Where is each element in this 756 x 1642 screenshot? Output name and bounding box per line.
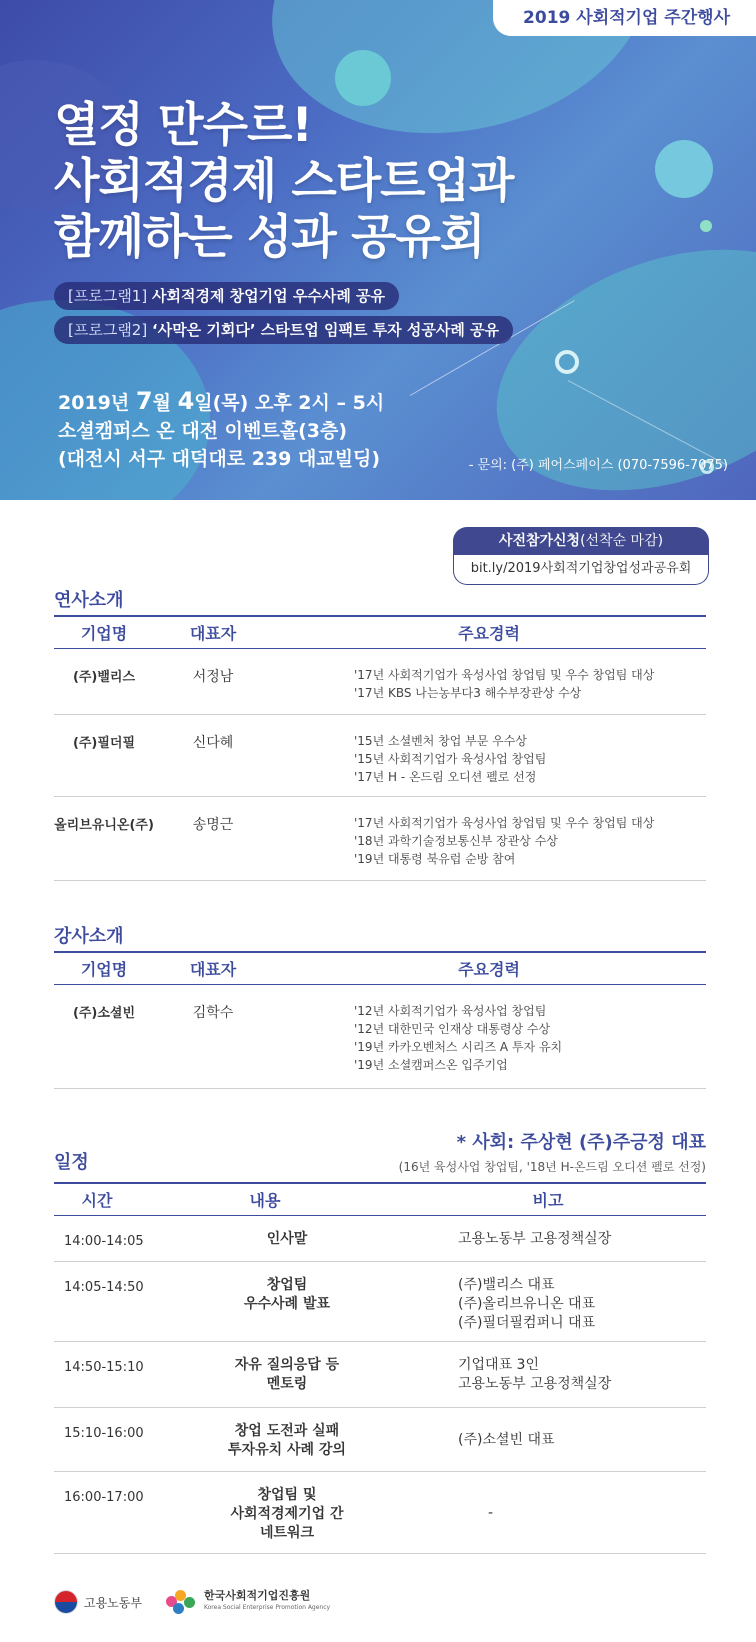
program-key: [프로그램1]: [68, 287, 148, 305]
host-note: [399, 1128, 706, 1175]
decor-circle: [655, 140, 713, 198]
decor-dot: [700, 220, 712, 232]
registration-label-bold: 사전참가신청: [498, 533, 581, 549]
schedule-content: [184, 1408, 390, 1471]
event-venue: 소셜캠퍼스 온 대전 이벤트홀(3층): [58, 420, 348, 442]
career-item: '17년 사회적기업가 육성사업 창업팀 및 우수 창업팀 대상: [354, 668, 655, 682]
career-item: '12년 대한민국 인재상 대통령상 수상: [354, 1022, 551, 1036]
table-row: [54, 1342, 706, 1408]
header-company: 기업명: [80, 624, 128, 643]
contact-info: - 문의: (주) 페어스페이스 (070-7596-7075): [468, 458, 728, 473]
date-year: 2019년: [58, 392, 130, 414]
hero-banner: [0, 0, 756, 500]
program-value: 사회적경제 창업기업 우수사례 공유: [152, 287, 386, 305]
event-date: [58, 387, 384, 417]
table-row: [54, 1472, 706, 1554]
career-item: '15년 사회적기업가 육성사업 창업팀: [354, 752, 547, 766]
schedule-note: [390, 1216, 706, 1261]
schedule-time: 14:05-14:50: [64, 1280, 144, 1295]
schedule-time: 15:10-16:00: [64, 1426, 144, 1441]
ceo-name: 신다혜: [192, 735, 234, 751]
career-item: '19년 카카오벤처스 시리즈 A 투자 유치: [354, 1040, 563, 1054]
career-item: '15년 소셜벤처 창업 부문 우수상: [354, 734, 527, 748]
note-line: (주)소셜빈 대표: [458, 1432, 555, 1448]
career-item: '17년 H - 온드림 오디션 펠로 선정: [354, 770, 537, 784]
date-day: 4: [177, 387, 195, 415]
schedule-section-title: 일정: [54, 1152, 89, 1173]
title-line: 함께하는 성과 공유회: [54, 210, 485, 265]
decor-ring: [555, 350, 579, 374]
ceo-name: 김학수: [192, 1005, 234, 1021]
ksepa-name-en: Korea Social Enterprise Promotion Agency: [204, 1604, 331, 1611]
content-line: 투자유치 사례 강의: [228, 1442, 346, 1458]
ceo-name: 서정남: [192, 669, 234, 685]
table-row: [54, 985, 706, 1089]
ceo-name: 송명근: [192, 817, 234, 833]
speakers-table: [54, 615, 706, 881]
table-row: [54, 1262, 706, 1342]
career-list: [272, 985, 706, 1088]
title-line: 사회적경제 스타트업과: [54, 154, 514, 209]
program-badge-1: [54, 282, 399, 310]
content-line: 자유 질의응답 등: [234, 1357, 340, 1373]
note-line: (주)필더필컴퍼니 대표: [458, 1315, 596, 1331]
hero-title: [54, 98, 513, 266]
program-key: [프로그램2]: [68, 321, 148, 339]
note-line: (주)밸리스 대표: [458, 1277, 555, 1293]
career-item: '17년 사회적기업가 육성사업 창업팀 및 우수 창업팀 대상: [354, 816, 655, 830]
table-header: [54, 951, 706, 985]
date-weekday: (목): [212, 392, 249, 414]
header-note: 비고: [532, 1191, 564, 1210]
event-info: [58, 387, 384, 473]
event-tag: 2019 사회적기업 주간행사: [493, 0, 756, 36]
content-line: 창업 도전과 실패: [234, 1423, 340, 1439]
note-line: (주)올리브유니온 대표: [458, 1296, 596, 1312]
table-row: [54, 797, 706, 881]
schedule-content: [184, 1472, 390, 1553]
ksepa-name-ko: 한국사회적기업진흥원: [204, 1589, 311, 1602]
event-address: (대전시 서구 대덕대로 239 대교빌딩): [58, 448, 381, 470]
title-line: 열정 만수르!: [54, 98, 312, 153]
moel-name: 고용노동부: [84, 1595, 142, 1610]
career-item: '19년 대통령 북유럽 순방 참여: [354, 852, 516, 866]
header-time: 시간: [81, 1191, 113, 1210]
note-line: 기업대표 3인: [458, 1357, 539, 1373]
career-list: [272, 715, 706, 796]
table-row: [54, 1408, 706, 1472]
header-company: 기업명: [80, 960, 128, 979]
content-line: 멘토링: [266, 1376, 308, 1392]
schedule-time: 14:50-15:10: [64, 1360, 144, 1375]
header-ceo: 대표자: [189, 960, 237, 979]
content-line: 네트워크: [259, 1525, 315, 1541]
company-name: 올리브유니온(주): [54, 818, 154, 833]
content-line: 사회적경제기업 간: [230, 1506, 344, 1522]
ksepa-logo: [164, 1588, 330, 1616]
company-name: (주)필더필: [72, 736, 136, 751]
header-career: 주요경력: [458, 624, 520, 643]
date-time: 오후 2시 – 5시: [254, 392, 385, 414]
schedule-note: [390, 1408, 706, 1471]
note-line: 고용노동부 고용정책실장: [458, 1231, 612, 1247]
content-line: 창업팀: [266, 1277, 308, 1293]
ksepa-emblem-icon: [164, 1588, 198, 1616]
header-content: 내용: [249, 1191, 281, 1210]
content-line: 인사말: [266, 1231, 308, 1247]
schedule-time: 16:00-17:00: [64, 1490, 144, 1505]
table-header: [54, 615, 706, 649]
schedule-note: [390, 1342, 706, 1407]
note-line: -: [488, 1505, 494, 1521]
career-item: '19년 소셜캠퍼스온 입주기업: [354, 1058, 508, 1072]
company-name: (주)소셜빈: [72, 1006, 136, 1021]
career-item: '17년 KBS 나는농부다3 해수부장관상 수상: [354, 686, 582, 700]
lecturers-section-title: 강사소개: [54, 926, 124, 947]
schedule-table: [54, 1182, 706, 1554]
header-career: 주요경력: [458, 960, 520, 979]
content-line: 우수사례 발표: [243, 1296, 331, 1312]
ksepa-text: [204, 1590, 330, 1614]
career-list: [272, 797, 706, 880]
date-month: 7: [135, 387, 153, 415]
date-day-unit: 일: [194, 392, 213, 414]
schedule-time: 14:00-14:05: [64, 1234, 144, 1249]
lecturers-table: [54, 951, 706, 1089]
company-name: (주)밸리스: [72, 670, 136, 685]
note-line: 고용노동부 고용정책실장: [458, 1376, 612, 1392]
speakers-section-title: 연사소개: [54, 590, 124, 611]
schedule-note: [390, 1472, 706, 1553]
program-value: ‘사막은 기회다’ 스타트업 임팩트 투자 성공사례 공유: [152, 321, 500, 339]
host-sub: (16년 육성사업 창업팀, '18년 H-온드림 오디션 펠로 선정): [398, 1160, 706, 1174]
registration-box: [453, 527, 709, 585]
table-row: [54, 715, 706, 797]
schedule-content: [184, 1342, 390, 1407]
taegeuk-icon: [54, 1590, 78, 1614]
header-ceo: 대표자: [189, 624, 237, 643]
program-badge-2: [54, 316, 513, 344]
schedule-note: [390, 1262, 706, 1341]
schedule-content: [184, 1216, 390, 1261]
moel-logo: [54, 1590, 142, 1614]
career-item: '12년 사회적기업가 육성사업 창업팀: [354, 1004, 547, 1018]
registration-label: [453, 527, 709, 555]
date-month-unit: 월: [152, 392, 171, 414]
career-item: '18년 과학기술정보통신부 장관상 수상: [354, 834, 558, 848]
registration-link[interactable]: bit.ly/2019사회적기업창업성과공유회: [453, 555, 709, 585]
table-row: [54, 649, 706, 715]
content-line: 창업팀 및: [257, 1487, 317, 1503]
schedule-content: [184, 1262, 390, 1341]
registration-label-note: (선착순 마감): [580, 533, 664, 549]
table-row: [54, 1216, 706, 1262]
table-header: [54, 1182, 706, 1216]
host-main: * 사회: 주상현 (주)주긍정 대표: [456, 1132, 706, 1153]
career-list: [272, 649, 706, 714]
